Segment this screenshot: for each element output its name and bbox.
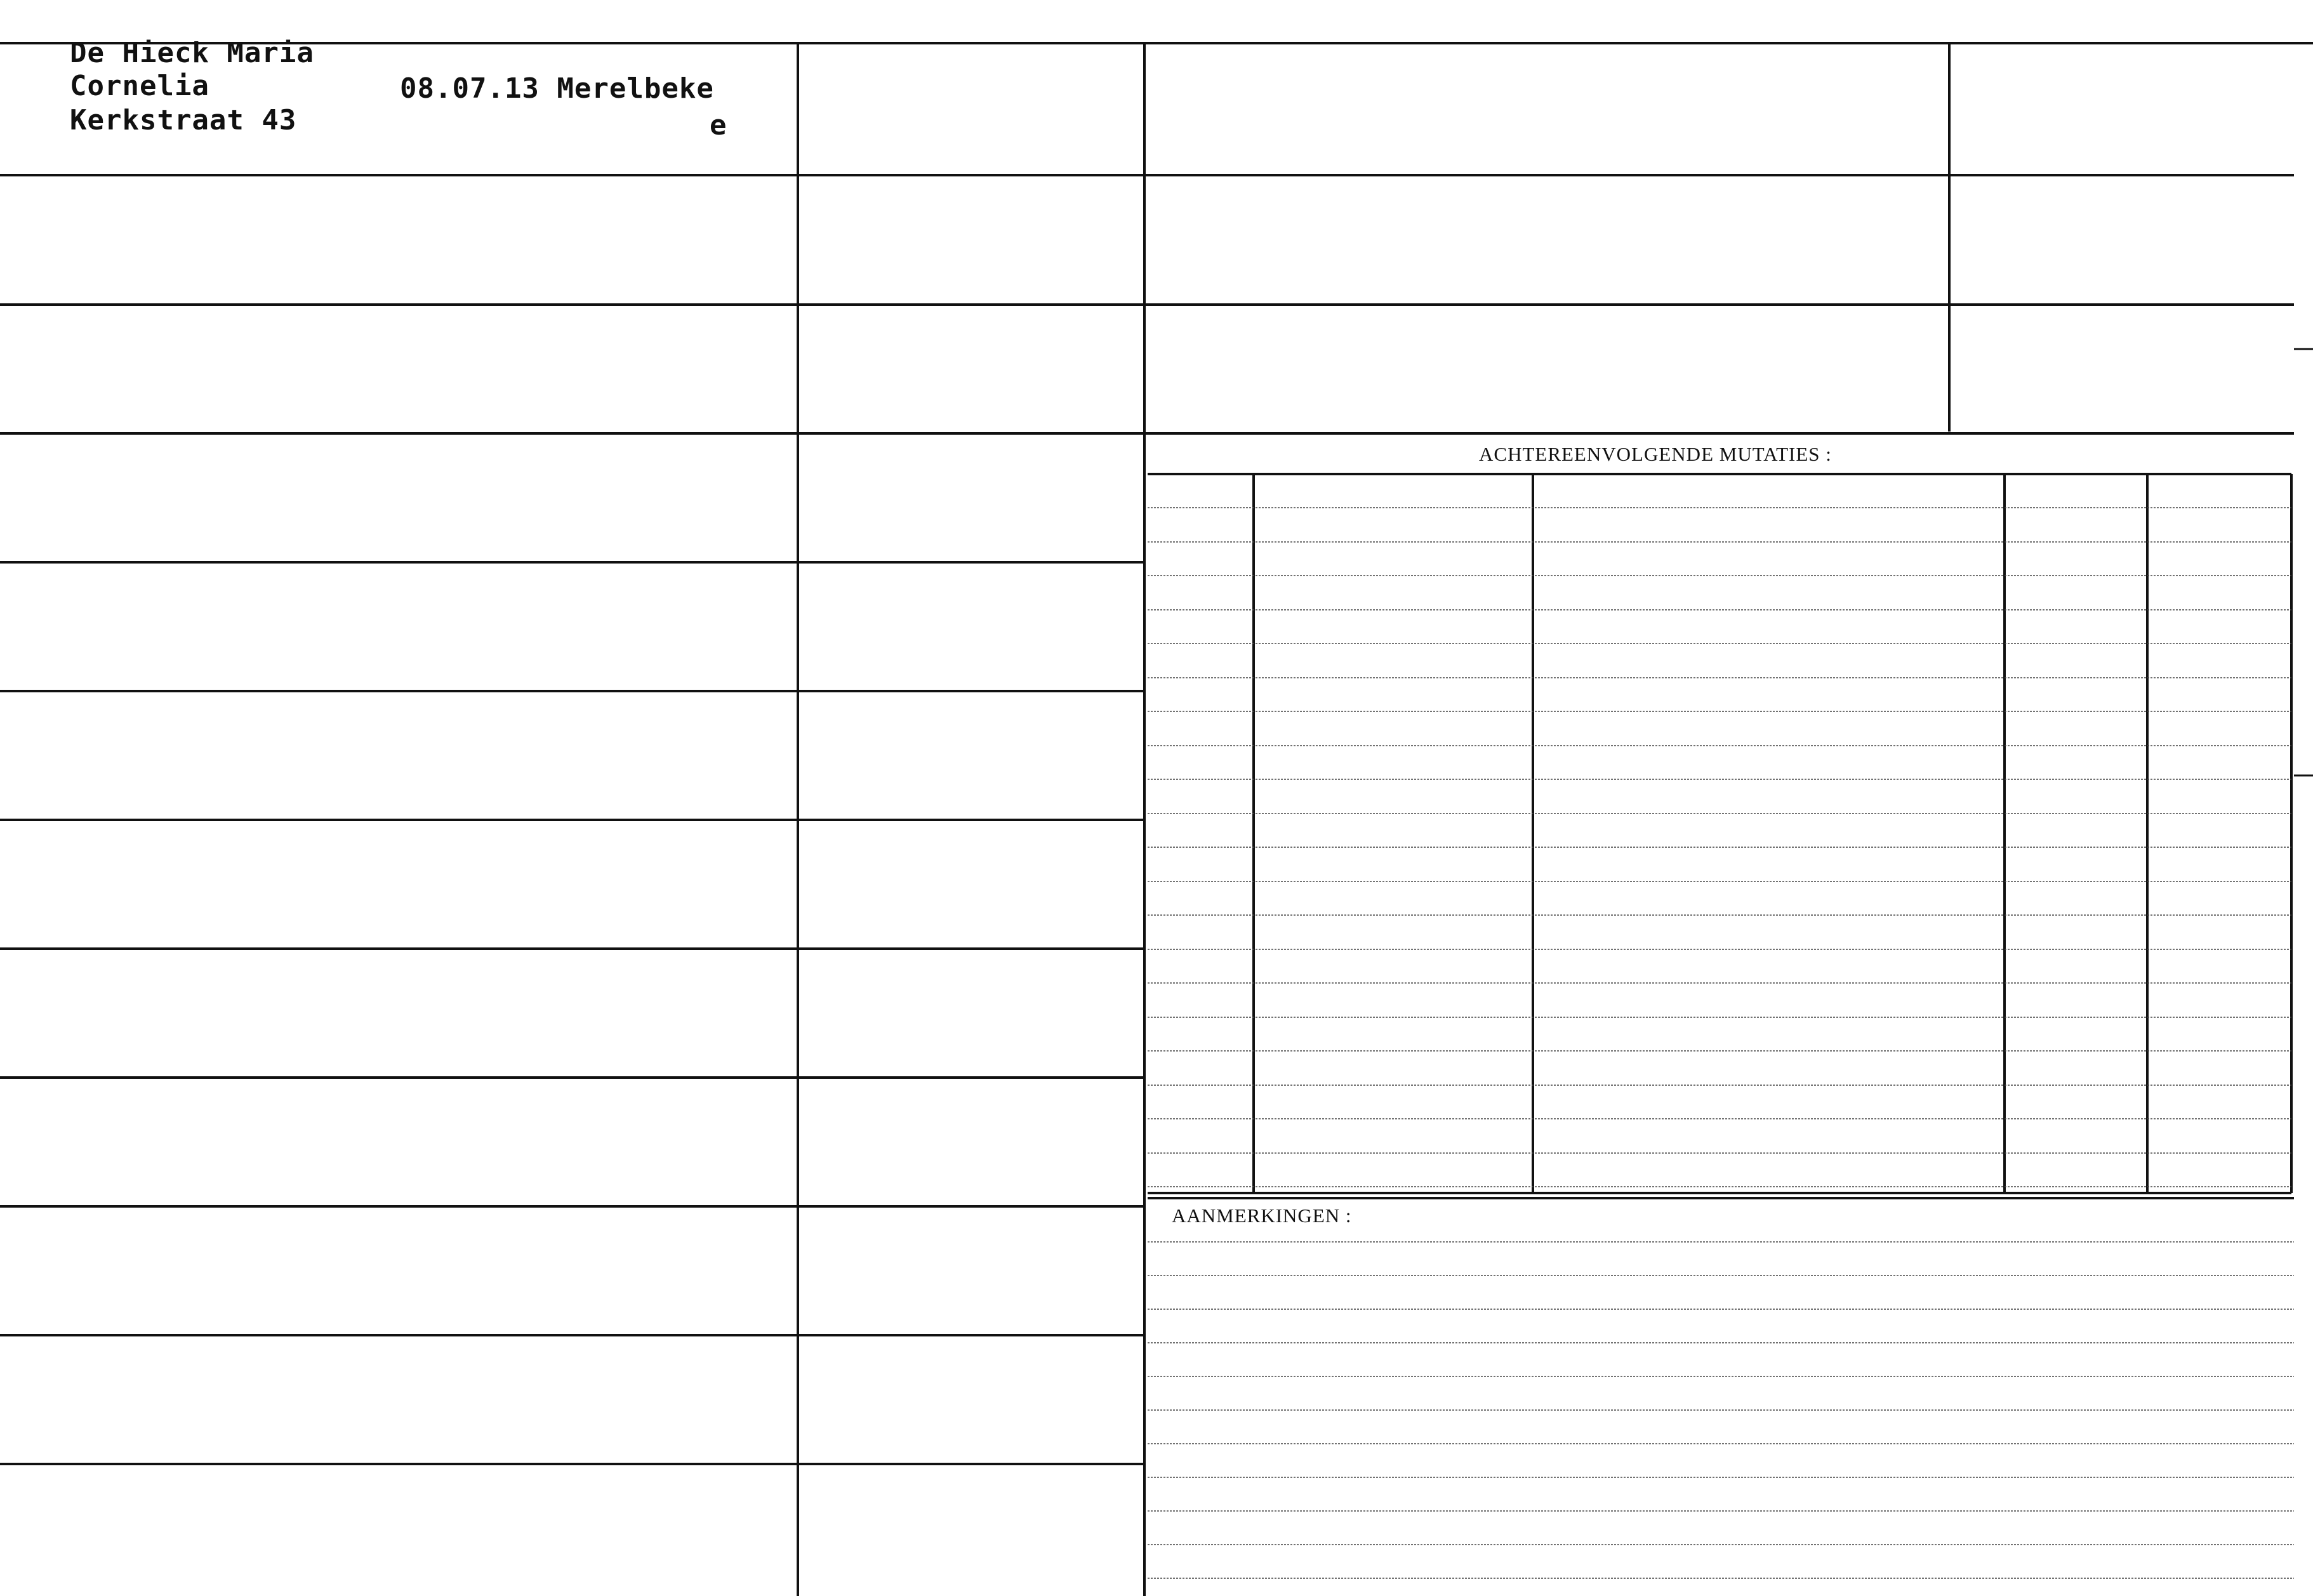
birth-date-place: 08.07.13 Merelbeke xyxy=(400,72,714,105)
mutations-table xyxy=(1148,474,2291,1193)
right-row-lines xyxy=(1144,175,2294,433)
mutations-heading: ACHTEREENVOLGENDE MUTATIES : xyxy=(1479,443,1832,465)
remarks-lines xyxy=(1148,1198,2294,1578)
left-row-lines xyxy=(0,175,1144,1464)
person-name-line2: Cornelia xyxy=(70,70,209,102)
remarks-heading: AANMERKINGEN : xyxy=(1172,1204,1352,1227)
person-name-line1: De Hieck Maria xyxy=(70,37,314,69)
typed-mark: e xyxy=(710,109,727,142)
person-address: Kerkstraat 43 xyxy=(70,104,297,136)
